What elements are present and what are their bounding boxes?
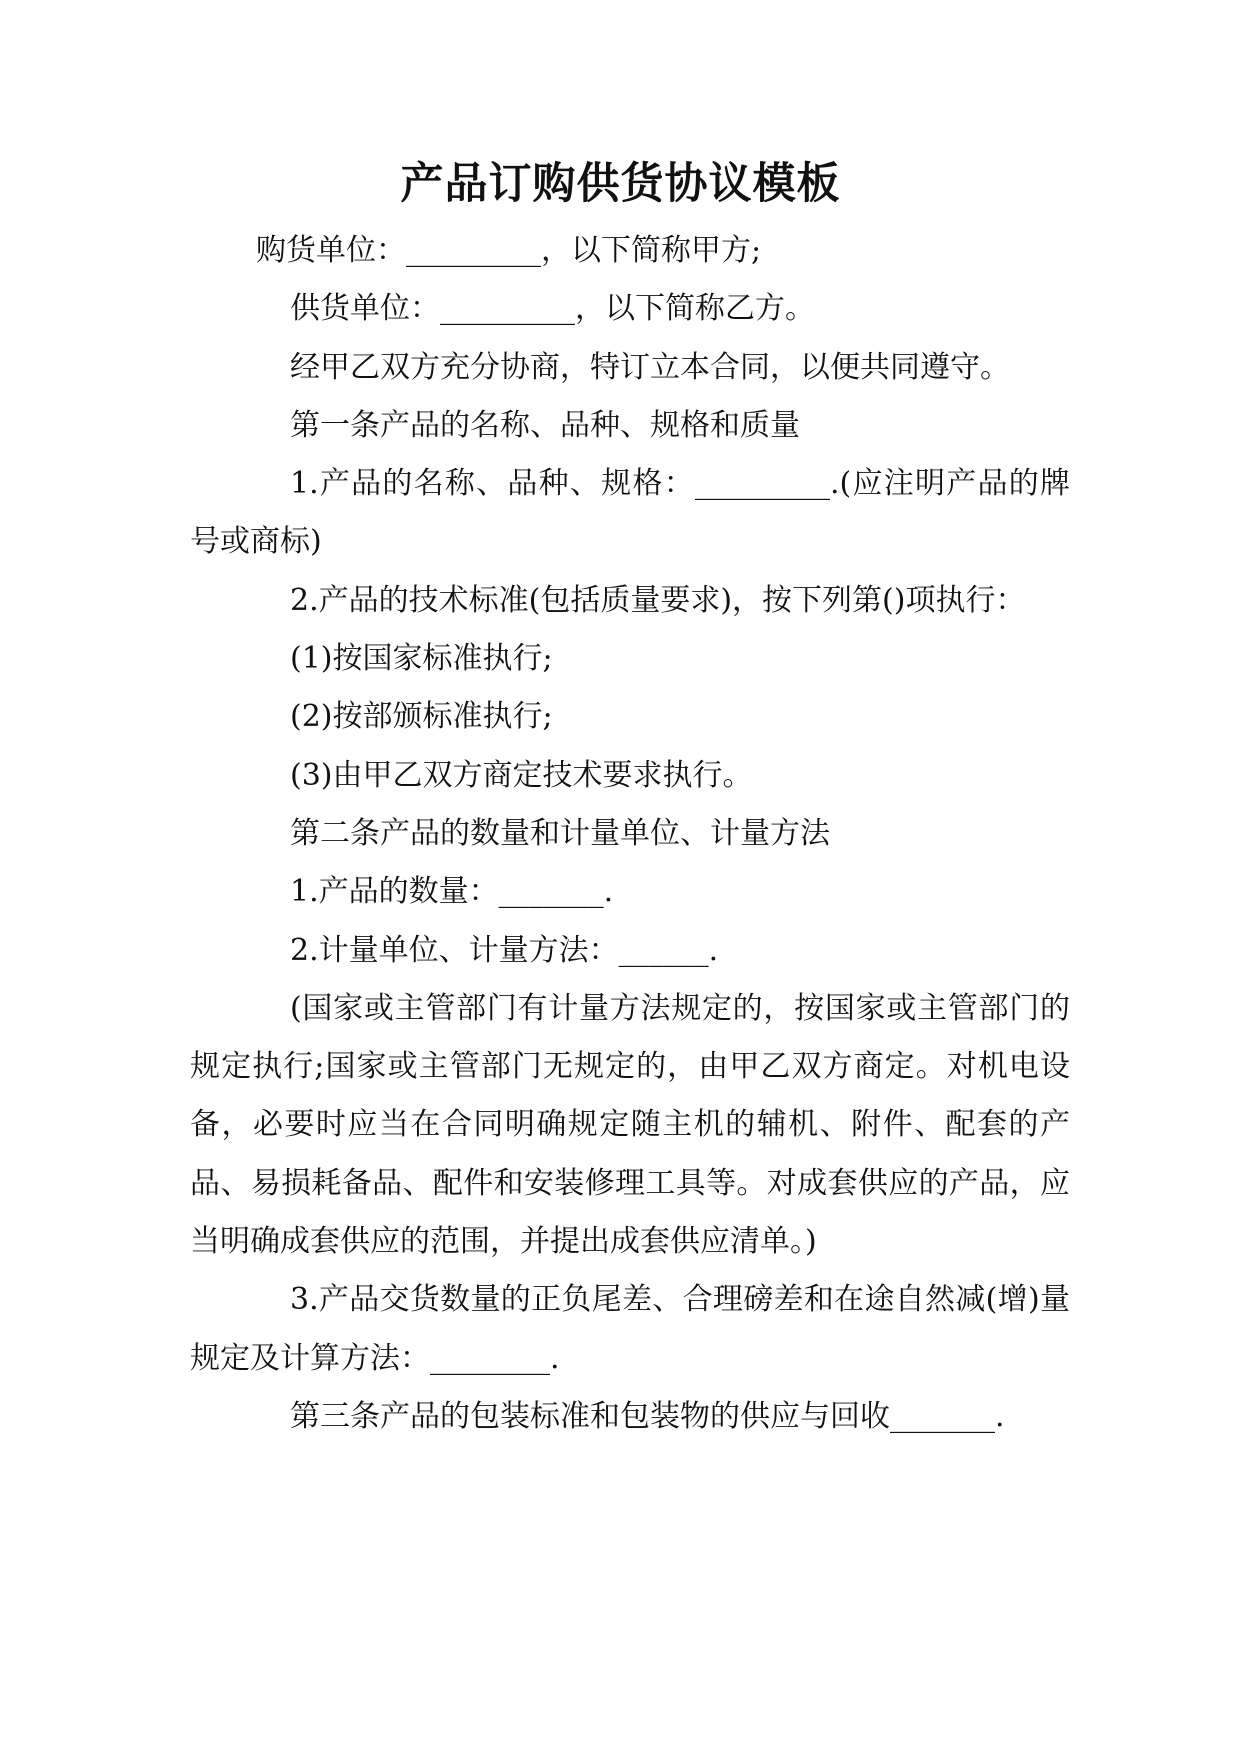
paragraph-article-2-note: (国家或主管部门有计量方法规定的，按国家或主管部门的规定执行;国家或主管部门无规定的，由甲乙双方商定。对机电设备，必要时应当在合同明确规定随主机的辅机、附件、配套的产品、易损耗备品、配件和安装修理工具等。对成套供应的产品，应当明确成套供应的范围，并提出成套供应清单。) (190, 990, 1070, 1260)
paragraph-supplier: 供货单位：_________，以下简称乙方。 (290, 291, 815, 327)
document-body (190, 222, 1070, 1446)
paragraph-article-2-item-3: 3.产品交货数量的正负尾差、合理磅差和在途自然减(增)量规定及计算方法：________. (190, 1282, 1070, 1376)
paragraph-standard-option-3: (3)由甲乙双方商定技术要求执行。 (290, 757, 753, 793)
article-1-heading: 第一条产品的名称、品种、规格和质量 (290, 407, 800, 443)
paragraph-article-2-item-2: 2.计量单位、计量方法：______. (290, 932, 719, 968)
article-3-heading: 第三条产品的包装标准和包装物的供应与回收_______. (290, 1398, 1005, 1434)
article-2-heading: 第二条产品的数量和计量单位、计量方法 (290, 815, 830, 851)
paragraph-article-1-item-2: 2.产品的技术标准(包括质量要求)，按下列第()项执行： (290, 582, 1026, 618)
paragraph-standard-option-1: (1)按国家标准执行; (290, 641, 553, 677)
paragraph-standard-option-2: (2)按部颁标准执行; (290, 699, 553, 735)
paragraph-article-1-item-1: 1.产品的名称、品种、规格：_________.(应注明产品的牌号或商标) (190, 466, 1070, 560)
paragraph-article-2-item-1: 1.产品的数量：_______. (290, 874, 614, 910)
paragraph-agreement: 经甲乙双方充分协商，特订立本合同，以便共同遵守。 (290, 349, 1010, 385)
document-title: 产品订购供货协议模板 (400, 159, 841, 209)
paragraph-buyer: 购货单位：_________，以下简称甲方; (256, 233, 762, 268)
